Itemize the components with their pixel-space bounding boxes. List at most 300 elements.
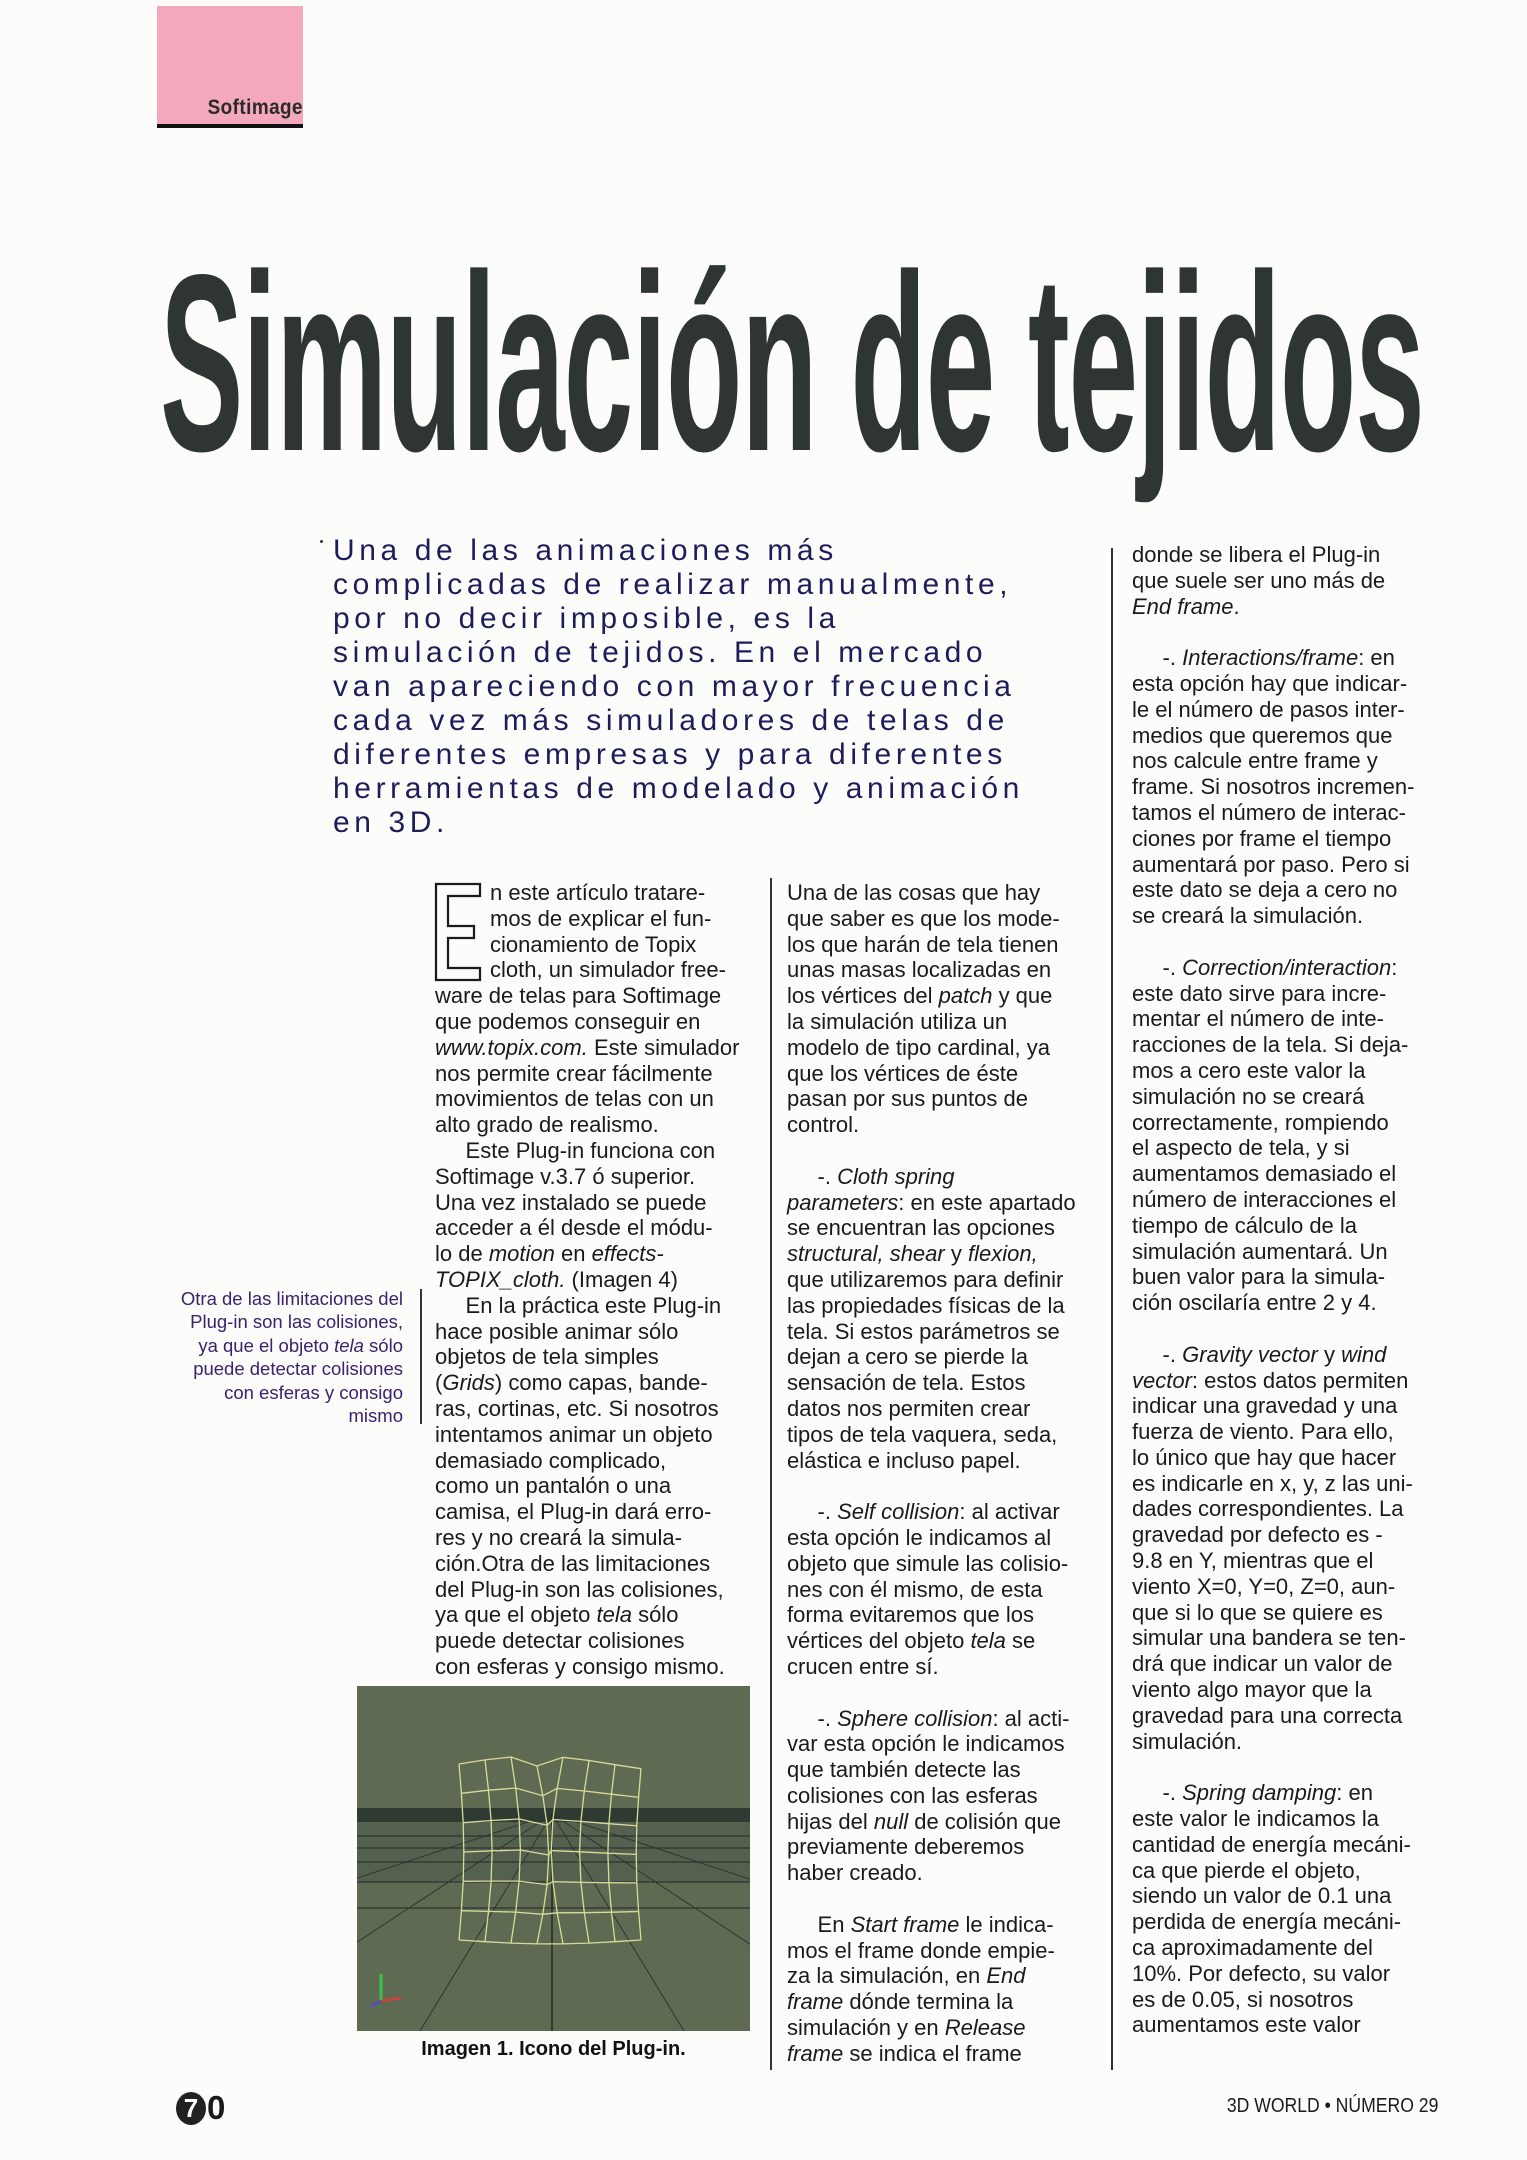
text-line	[1132, 1084, 1452, 1110]
text-line	[1132, 1625, 1452, 1651]
text-line	[1132, 1290, 1452, 1316]
text: haber creado.	[787, 1860, 923, 1886]
text-line	[787, 1293, 1107, 1319]
text-line	[1132, 1419, 1452, 1445]
text: y	[1317, 1341, 1342, 1367]
text-line	[1132, 1006, 1452, 1032]
column-divider	[770, 878, 772, 2070]
italic-text: tela	[596, 1602, 632, 1628]
text-line	[1132, 748, 1452, 774]
text: que los vértices de éste	[787, 1060, 1019, 1086]
text: acceder a él desde el módu-	[435, 1215, 713, 1241]
text-line	[435, 1086, 760, 1112]
text-line	[1132, 981, 1452, 1007]
italic-text: Sphere collision	[837, 1705, 993, 1731]
intro-line: Una de las animaciones más	[333, 534, 838, 567]
section-label: Softimage	[207, 96, 303, 119]
text-line	[1132, 1368, 1452, 1394]
text: n este artículo tratare-	[490, 880, 706, 905]
italic-text: effects-	[591, 1241, 664, 1267]
text-line	[1132, 955, 1452, 981]
text-line	[140, 1381, 403, 1404]
text-line	[1132, 1496, 1452, 1522]
text-line	[787, 1448, 1107, 1474]
text: es de 0.05, si nosotros	[1132, 1986, 1354, 2012]
blank-line	[1132, 929, 1452, 955]
intro-lead	[333, 534, 1133, 840]
text-line	[1132, 1161, 1452, 1187]
text: sólo	[631, 1602, 679, 1628]
text: nes con él mismo, de esta	[787, 1576, 1043, 1602]
text-line	[1132, 1780, 1452, 1806]
text: en	[554, 1241, 592, 1267]
blank-line	[1132, 1316, 1452, 1342]
text-line	[787, 1190, 1107, 1216]
text-line	[787, 1215, 1107, 1241]
text-line	[787, 1551, 1107, 1577]
text: fuerza de viento. Para ello,	[1132, 1419, 1394, 1445]
text: los vértices del	[787, 983, 939, 1009]
text: ) como capas, bande-	[494, 1370, 708, 1396]
text-line	[787, 1912, 1107, 1938]
italic-text: www.topix.com.	[435, 1034, 588, 1060]
text: que también detecte las	[787, 1757, 1021, 1783]
text-line	[1132, 1135, 1452, 1161]
text-line	[787, 2015, 1107, 2041]
text: le indica-	[959, 1911, 1054, 1937]
text-line	[435, 1267, 760, 1293]
text-line	[787, 1319, 1107, 1345]
text: tela. Si estos parámetros se	[787, 1318, 1060, 1344]
text: Este simulador	[587, 1034, 740, 1060]
text: Una de las cosas que hay	[787, 880, 1041, 905]
figure-cloth-grid	[357, 1686, 750, 2031]
text-line	[787, 957, 1107, 983]
text: puede detectar colisiones	[435, 1628, 685, 1654]
text: : al activar	[959, 1499, 1060, 1525]
text-line	[1132, 1522, 1452, 1548]
figure-caption: Imagen 1. Icono del Plug-in.	[421, 2038, 686, 2060]
text-line	[435, 1473, 760, 1499]
text: alto grado de realismo.	[435, 1112, 659, 1138]
page-number	[176, 2090, 225, 2126]
text: vértices del objeto	[787, 1628, 971, 1654]
text-line	[435, 1164, 760, 1190]
text: medios que queremos que	[1132, 722, 1393, 748]
text: -.	[1132, 645, 1183, 671]
italic-text: Self collision	[837, 1499, 960, 1525]
intro-line: simulación de tejidos. En el mercado	[333, 636, 988, 669]
text: este dato se deja a cero no	[1132, 877, 1398, 903]
text: simulación y en	[787, 2015, 945, 2041]
text-line	[435, 1293, 760, 1319]
text-line	[787, 1654, 1107, 1680]
text: ciones por frame el tiempo	[1132, 825, 1392, 851]
text: res y no creará la simula-	[435, 1524, 682, 1550]
text-line	[1132, 774, 1452, 800]
italic-text: motion	[488, 1241, 555, 1267]
text-line	[1132, 671, 1452, 697]
text-line	[1132, 723, 1452, 749]
text-line	[435, 1190, 760, 1216]
text: que si lo que se quiere es	[1132, 1599, 1383, 1625]
blank-line	[787, 1680, 1107, 1706]
text: este dato sirve para incre-	[1132, 980, 1387, 1006]
text: Plug-in son las colisiones,	[190, 1311, 403, 1333]
intro-dot	[320, 540, 323, 543]
column-2	[787, 880, 1107, 2067]
text-line	[1132, 1058, 1452, 1084]
text-line	[1132, 1806, 1452, 1832]
text-line	[435, 1577, 760, 1603]
text: los que harán de tela tienen	[787, 931, 1059, 957]
text-line	[787, 2041, 1107, 2067]
text: mentar el número de inte-	[1132, 1006, 1384, 1032]
text-line	[1132, 1651, 1452, 1677]
text: pasan por sus puntos de	[787, 1086, 1028, 1112]
text: modelo de tipo cardinal, ya	[787, 1034, 1050, 1060]
text-line	[435, 1061, 760, 1087]
text-line	[787, 906, 1107, 932]
text: simulación aumentará. Un	[1132, 1238, 1388, 1264]
text-line	[787, 1344, 1107, 1370]
text: se encuentran las opciones	[787, 1215, 1055, 1241]
text: : en este apartado	[898, 1189, 1076, 1215]
italic-text: Cloth spring	[837, 1163, 955, 1189]
text: -.	[1132, 1341, 1183, 1367]
italic-text: patch	[938, 983, 993, 1009]
text-line	[435, 1009, 760, 1035]
text: : estos datos permiten	[1191, 1367, 1409, 1393]
text: colisiones con las esferas	[787, 1782, 1038, 1808]
text: este valor le indicamos la	[1132, 1806, 1380, 1832]
italic-text: End	[986, 1963, 1026, 1989]
text: objetos de tela simples	[435, 1344, 659, 1370]
text: ya que el objeto	[435, 1602, 597, 1628]
blank-line	[1132, 1754, 1452, 1780]
text: aumentará por paso. Pero si	[1132, 851, 1410, 877]
section-rule	[157, 124, 303, 128]
text: simulación.	[1132, 1728, 1243, 1754]
text: ción oscilaría entre 2 y 4.	[1132, 1290, 1377, 1316]
italic-text: Start frame	[850, 1911, 960, 1937]
text: nos permite crear fácilmente	[435, 1060, 713, 1086]
text: las propiedades físicas de la	[787, 1292, 1065, 1318]
blank-line	[787, 1138, 1107, 1164]
caption-divider	[420, 1289, 422, 1424]
text-line	[787, 1112, 1107, 1138]
article-title: Simulación de tejidos	[160, 223, 1424, 504]
text-line	[787, 1525, 1107, 1551]
intro-line: diferentes empresas y para diferentes	[333, 738, 1007, 771]
text-line	[1132, 877, 1452, 903]
text-line	[140, 1357, 403, 1380]
text: número de interacciones el	[1132, 1186, 1397, 1212]
text: ya que el objeto	[198, 1334, 335, 1356]
italic-text: frame	[787, 1989, 844, 2015]
text: Este Plug-in funciona con	[435, 1137, 716, 1163]
text-line	[1132, 2012, 1452, 2038]
text-line	[787, 1396, 1107, 1422]
intro-line: por no decir imposible, es la	[333, 602, 840, 635]
text-line	[435, 957, 760, 983]
text-line	[435, 932, 760, 958]
floor-shade	[357, 1822, 750, 1882]
italic-text: tela	[334, 1334, 364, 1356]
text-line	[787, 1086, 1107, 1112]
text: mismo	[348, 1405, 403, 1427]
text: var esta opción le indicamos	[787, 1731, 1065, 1757]
text: ca aproximadamente del	[1132, 1935, 1373, 1961]
text: esta opción hay que indicar-	[1132, 670, 1408, 696]
text-line	[1132, 542, 1452, 568]
text-line	[1132, 568, 1452, 594]
text: ción.Otra de las limitaciones	[435, 1550, 711, 1576]
text: control.	[787, 1112, 860, 1138]
text-line	[435, 1448, 760, 1474]
text-line	[787, 1009, 1107, 1035]
page-number-digit: 0	[207, 2089, 226, 2126]
text: ware de telas para Softimage	[435, 983, 722, 1009]
italic-text: wind	[1341, 1341, 1387, 1367]
text: ras, cortinas, etc. Si nosotros	[435, 1395, 719, 1421]
italic-text: Release	[944, 2015, 1026, 2041]
text-line	[1132, 697, 1452, 723]
text-line	[435, 906, 760, 932]
text: gravedad para una correcta	[1132, 1702, 1403, 1728]
text-line	[435, 1602, 760, 1628]
intro-line: van apareciendo con mayor frecuencia	[333, 670, 1016, 703]
text: za la simulación, en	[787, 1963, 987, 1989]
text: dades correspondientes. La	[1132, 1496, 1404, 1522]
text-line	[1132, 903, 1452, 929]
text: 10%. Por defecto, su valor	[1132, 1960, 1391, 1986]
text-line	[1132, 1445, 1452, 1471]
text: Otra de las limitaciones del	[180, 1288, 403, 1309]
text: mos a cero este valor la	[1132, 1057, 1366, 1083]
text: de colisión que	[908, 1808, 1061, 1834]
italic-text: TOPIX_cloth.	[435, 1266, 566, 1292]
text: puede detectar colisiones	[193, 1358, 403, 1380]
text: y que	[992, 983, 1053, 1009]
text-line	[1132, 1858, 1452, 1884]
text: lo de	[435, 1241, 489, 1267]
text: que saber es que los mode-	[787, 905, 1060, 931]
text: unas masas localizadas en	[787, 957, 1052, 983]
italic-text: Gravity vector	[1182, 1341, 1318, 1367]
text-line	[787, 1834, 1107, 1860]
pull-quote	[140, 1287, 403, 1427]
text-line	[1132, 1032, 1452, 1058]
text-line	[1132, 1393, 1452, 1419]
text-line	[1132, 1574, 1452, 1600]
text-line	[1132, 826, 1452, 852]
blank-line	[787, 1473, 1107, 1499]
text: del Plug-in son las colisiones,	[435, 1576, 724, 1602]
text-line	[1132, 1832, 1452, 1858]
text: hace posible animar sólo	[435, 1318, 679, 1344]
text-line	[787, 1963, 1107, 1989]
text: mos de explicar el fun-	[490, 905, 712, 931]
text: : al acti-	[992, 1705, 1070, 1731]
text: se indica el frame	[843, 2040, 1022, 2066]
text-line	[1132, 594, 1452, 620]
text: indicar una gravedad y una	[1132, 1393, 1398, 1419]
text-line	[1132, 1961, 1452, 1987]
text: con esferas y consigo	[224, 1381, 403, 1403]
text: drá que indicar un valor de	[1132, 1651, 1393, 1677]
text: tipos de tela vaquera, seda,	[787, 1421, 1058, 1447]
text-line	[435, 1525, 760, 1551]
text-line	[1132, 1935, 1452, 1961]
text: viento X=0, Y=0, Z=0, aun-	[1132, 1573, 1396, 1599]
text: .	[1233, 593, 1240, 619]
text-line	[435, 1422, 760, 1448]
text: cloth, un simulador free-	[490, 957, 726, 983]
text-line	[787, 1757, 1107, 1783]
italic-text: Grids	[442, 1370, 495, 1396]
text-line	[435, 1628, 760, 1654]
text-line	[435, 1215, 760, 1241]
text-line	[435, 1344, 760, 1370]
text-line	[1132, 1187, 1452, 1213]
text: En la práctica este Plug-in	[435, 1292, 722, 1318]
text: se	[1005, 1628, 1036, 1654]
text-line	[435, 1654, 760, 1680]
text-line	[435, 880, 760, 906]
text: lo único que hay que hacer	[1132, 1444, 1397, 1470]
text: que utilizaremos para definir	[787, 1266, 1064, 1292]
text-line	[787, 1499, 1107, 1525]
text-line	[1132, 800, 1452, 826]
text: le el número de pasos inter-	[1132, 696, 1405, 722]
text: el aspecto de tela, y si	[1132, 1135, 1350, 1161]
text: :	[1391, 954, 1398, 980]
text: cantidad de energía mecáni-	[1132, 1831, 1411, 1857]
text-line	[787, 1860, 1107, 1886]
italic-text: flexion,	[967, 1241, 1038, 1267]
text: que podemos conseguir en	[435, 1008, 701, 1034]
text-line	[1132, 1883, 1452, 1909]
text: frame. Si nosotros incremen-	[1132, 774, 1415, 800]
column-3	[1132, 542, 1452, 2038]
text-line	[787, 1370, 1107, 1396]
text: dejan a cero se pierde la	[787, 1344, 1028, 1370]
text-line	[1132, 1677, 1452, 1703]
text: (Imagen 4)	[565, 1266, 678, 1292]
text-line	[1132, 1213, 1452, 1239]
text-line	[435, 1319, 760, 1345]
text-line	[787, 1267, 1107, 1293]
text: Una vez instalado se puede	[435, 1189, 707, 1215]
text-line	[1132, 1548, 1452, 1574]
text-line	[435, 1396, 760, 1422]
text: tiempo de cálculo de la	[1132, 1212, 1358, 1238]
text: ca que pierde el objeto,	[1132, 1857, 1361, 1883]
text: crucen entre sí.	[787, 1653, 939, 1679]
text: simulación no se creará	[1132, 1083, 1365, 1109]
text: En	[787, 1911, 851, 1937]
text-line	[1132, 1909, 1452, 1935]
text: datos nos permiten crear	[787, 1395, 1031, 1421]
text: con esferas y consigo mismo.	[435, 1653, 725, 1679]
text-line	[140, 1404, 403, 1427]
text: correctamente, rompiendo	[1132, 1109, 1389, 1135]
italic-text: Correction/interaction	[1182, 954, 1392, 980]
text: -.	[1132, 1780, 1183, 1806]
text: y	[944, 1241, 968, 1267]
text: camisa, el Plug-in dará erro-	[435, 1499, 712, 1525]
text-line	[1132, 1239, 1452, 1265]
column-divider	[1111, 548, 1113, 2070]
text-line	[787, 1783, 1107, 1809]
blank-line	[1132, 619, 1452, 645]
text-line	[787, 1241, 1107, 1267]
text: perdida de energía mecáni-	[1132, 1909, 1402, 1935]
italic-text: null	[873, 1808, 909, 1834]
text: -.	[787, 1705, 838, 1731]
text: viento algo mayor que la	[1132, 1677, 1372, 1703]
text-line	[1132, 1703, 1452, 1729]
text-line	[787, 1938, 1107, 1964]
text: demasiado complicado,	[435, 1447, 667, 1473]
text-line	[435, 1241, 760, 1267]
text-line	[435, 983, 760, 1009]
intro-line: cada vez más simuladores de telas de	[333, 704, 1009, 737]
text: objeto que simule las colisio-	[787, 1550, 1069, 1576]
text: esta opción le indicamos al	[787, 1524, 1052, 1550]
blank-line	[787, 1886, 1107, 1912]
text-line	[787, 880, 1107, 906]
text: es indicarle en x, y, z las uni-	[1132, 1470, 1413, 1496]
text-line	[1132, 1729, 1452, 1755]
text-line	[435, 1551, 760, 1577]
italic-text: parameters	[787, 1189, 899, 1215]
text: forma evitaremos que los	[787, 1602, 1034, 1628]
text-line	[1132, 1264, 1452, 1290]
text-line	[435, 1138, 760, 1164]
text-line	[787, 983, 1107, 1009]
text: -.	[787, 1163, 838, 1189]
text: -.	[1132, 954, 1183, 980]
text: (	[435, 1370, 443, 1396]
text: sólo	[363, 1334, 403, 1356]
text: se creará la simulación.	[1132, 903, 1364, 929]
text-line	[435, 1112, 760, 1138]
text: gravedad por defecto es -	[1132, 1522, 1383, 1548]
text-line	[140, 1310, 403, 1333]
text: sensación de tela. Estos	[787, 1370, 1026, 1396]
text: movimientos de telas con un	[435, 1086, 714, 1112]
text-line	[1132, 1471, 1452, 1497]
text: previamente deberemos	[787, 1834, 1025, 1860]
text: mos el frame donde empie-	[787, 1937, 1055, 1963]
text: : en	[1358, 645, 1395, 671]
text: la simulación utiliza un	[787, 1008, 1008, 1034]
text: buen valor para la simula-	[1132, 1264, 1386, 1290]
intro-line: herramientas de modelado y animación	[333, 772, 1024, 805]
page-number-circled-digit: 7	[176, 2092, 206, 2125]
italic-text: vector	[1132, 1367, 1192, 1393]
text: : en	[1336, 1780, 1373, 1806]
text-line	[787, 1164, 1107, 1190]
text-line	[787, 1706, 1107, 1732]
text: aumentamos demasiado el	[1132, 1161, 1397, 1187]
intro-line: en 3D.	[333, 806, 449, 839]
italic-text: structural, shear	[787, 1241, 945, 1267]
text-line	[787, 1577, 1107, 1603]
text-line	[140, 1334, 403, 1357]
